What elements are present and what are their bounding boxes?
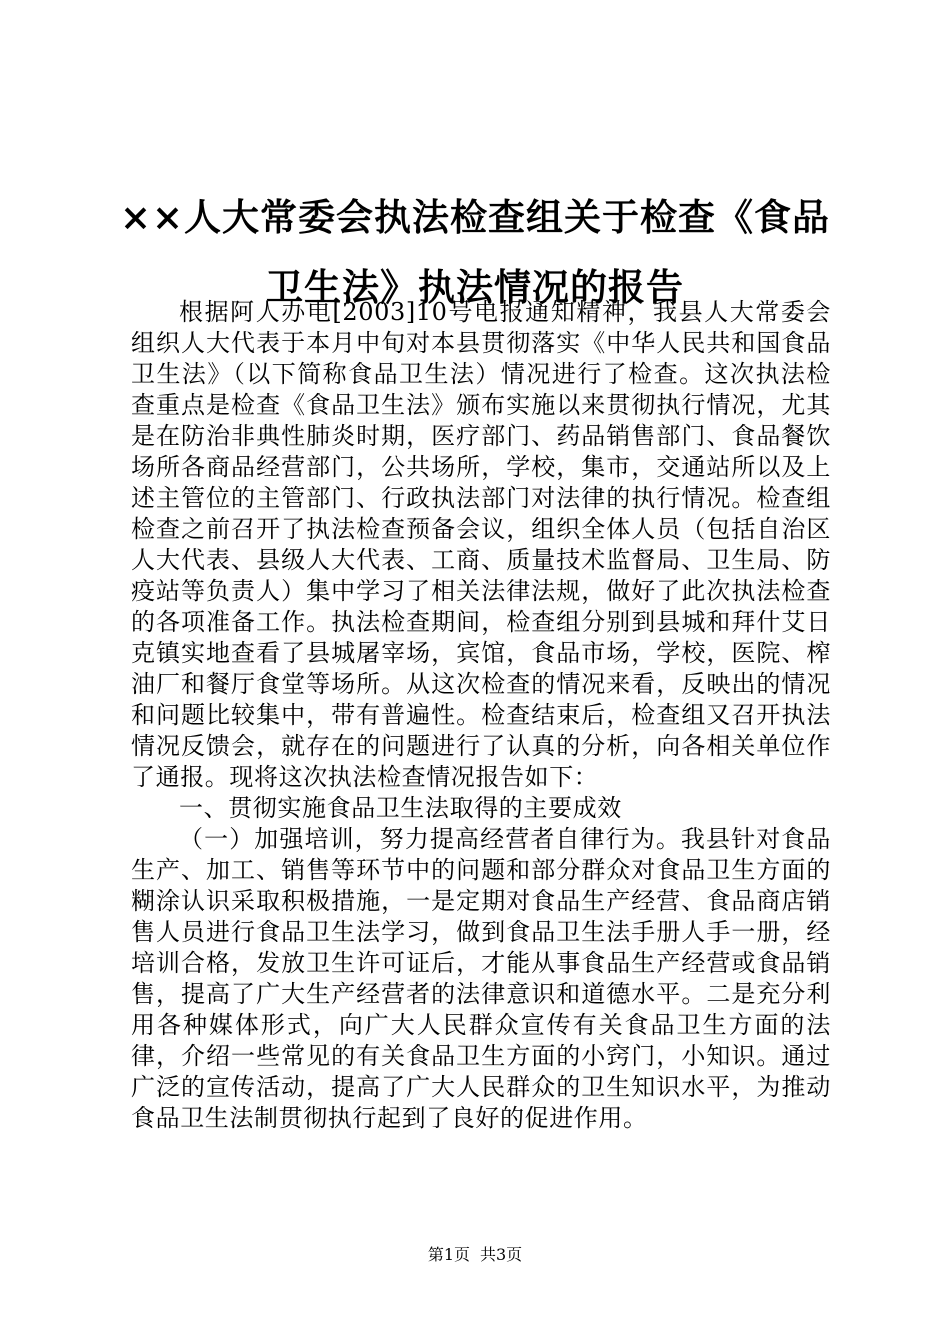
intro-paragraph: 根据阿人办电[2003]10号电报通知精神，我县人大常委会组织人大代表于本月中旬对本县贯彻落实《中华人民共和国食品卫生法》（以下简称食品卫生法）情况进行了检查。这次执法检查重点是检查《食品卫生法》颁布实施以来贯彻执行情况，尤其是在防治非典性肺炎时期，医疗部门、药品销售部门、食品餐饮场所各商品经营部门，公共场所，学校，集市，交通站所以及上述主管位的主管部门、行政执法部门对法律的执行情况。检查组检查之前召开了执法检查预备会议，组织全体人员（包括自治区人大代表、县级人大代表、工商、质量技术监督局、卫生局、防疫站等负责人）集中学习了相关法律法规，做好了此次执法检查的各项准备工作。执法检查期间，检查组分别到县城和拜什艾日克镇实地查看了县城屠宰场，宾馆，食品市场，学校，医院、榨油厂和餐厅食堂等场所。从这次检查的情况来看，反映出的情况和问题比较集中，带有普遍性。检查结束后，检查组又召开执法情况反馈会，就存在的问题进行了认真的分析，向各相关单位作了通报。现将这次执法检查情况报告如下：: [131, 298, 831, 791]
section-paragraph: （一）加强培训，努力提高经营者自律行为。我县针对食品生产、加工、销售等环节中的问题和部分群众对食品卫生方面的糊涂认识采取积极措施，一是定期对食品生产经营、食品商店销售人员进行食品卫生法学习，做到食品卫生法手册人手一册，经培训合格，发放卫生许可证后，才能从事食品生产经营或食品销售，提高了广大生产经营者的法律意识和道德水平。二是充分利用各种媒体形式，向广大人民群众宣传有关食品卫生方面的法律，介绍一些常见的有关食品卫生方面的小窍门，小知识。通过广泛的宣传活动，提高了广大人民群众的卫生知识水平，为推动食品卫生法制贯彻执行起到了良好的促进作用。: [131, 825, 831, 1132]
page-number: 第1页: [427, 1245, 470, 1264]
section-heading: 一、贯彻实施食品卫生法取得的主要成效: [179, 794, 622, 822]
page-total: 共3页: [480, 1245, 523, 1264]
page-footer: [0, 1245, 950, 1265]
document-body: [131, 297, 831, 1134]
document-title: ××人大常委会执法检查组关于检查《食品卫生法》执法情况的报告: [119, 195, 830, 309]
